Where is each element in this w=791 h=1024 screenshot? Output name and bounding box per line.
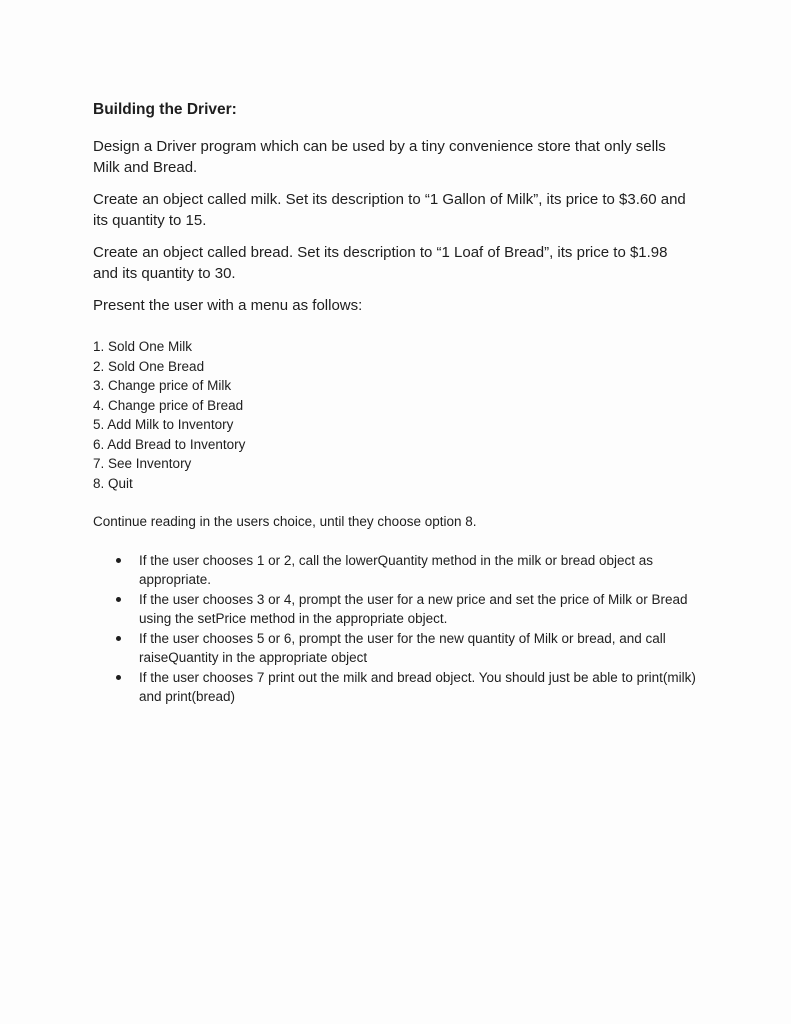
bullet-dot-icon xyxy=(116,558,121,563)
bullet-text: If the user chooses 1 or 2, call the lowerQuantity method in the milk or bread object as appropriate. xyxy=(139,552,654,587)
paragraph-bread-object: Create an object called bread. Set its description to “1 Loaf of Bread”, its price to $1.98 and its quantity to 30. xyxy=(93,244,668,282)
bullet-dot-icon xyxy=(116,636,121,641)
paragraph-design: Design a Driver program which can be used by a tiny convenience store that only sells Milk and Bread. xyxy=(93,138,666,176)
menu-item: 4. Change price of Bread xyxy=(93,397,244,413)
document-page xyxy=(93,100,696,707)
bullet-dot-icon xyxy=(116,597,121,602)
section-heading: Building the Driver: xyxy=(93,101,237,118)
menu-item: 6. Add Bread to Inventory xyxy=(93,436,246,452)
bullet-list xyxy=(93,551,699,707)
menu-item: 3. Change price of Milk xyxy=(93,378,232,393)
bullet-item xyxy=(139,629,699,668)
menu-list xyxy=(93,337,693,493)
bullet-item xyxy=(139,551,699,590)
bullet-item xyxy=(139,590,699,629)
menu-item: 2. Sold One Bread xyxy=(93,358,205,374)
bullet-text: If the user chooses 3 or 4, prompt the user for a new price and set the price of Milk or Bread using the setPrice method in the appropriate object. xyxy=(139,591,688,626)
menu-item: 5. Add Milk to Inventory xyxy=(93,417,234,432)
paragraph-milk-object: Create an object called milk. Set its description to “1 Gallon of Milk”, its price to $3.60 and its quantity to 15. xyxy=(93,191,686,229)
menu-item: 1. Sold One Milk xyxy=(93,339,193,354)
bullet-text: If the user chooses 7 print out the milk and bread object. You should just be able to print(milk) and print(bread) xyxy=(139,669,696,704)
bullet-item xyxy=(139,668,699,707)
continue-instruction: Continue reading in the users choice, until they choose option 8. xyxy=(93,514,477,529)
bullet-text: If the user chooses 5 or 6, prompt the user for the new quantity of Milk or bread, and call raiseQuantity in the appropriate object xyxy=(139,630,666,665)
bullet-dot-icon xyxy=(116,675,121,680)
paragraph-menu-intro: Present the user with a menu as follows: xyxy=(93,297,363,314)
menu-item: 8. Quit xyxy=(93,475,133,491)
menu-item: 7. See Inventory xyxy=(93,456,192,471)
